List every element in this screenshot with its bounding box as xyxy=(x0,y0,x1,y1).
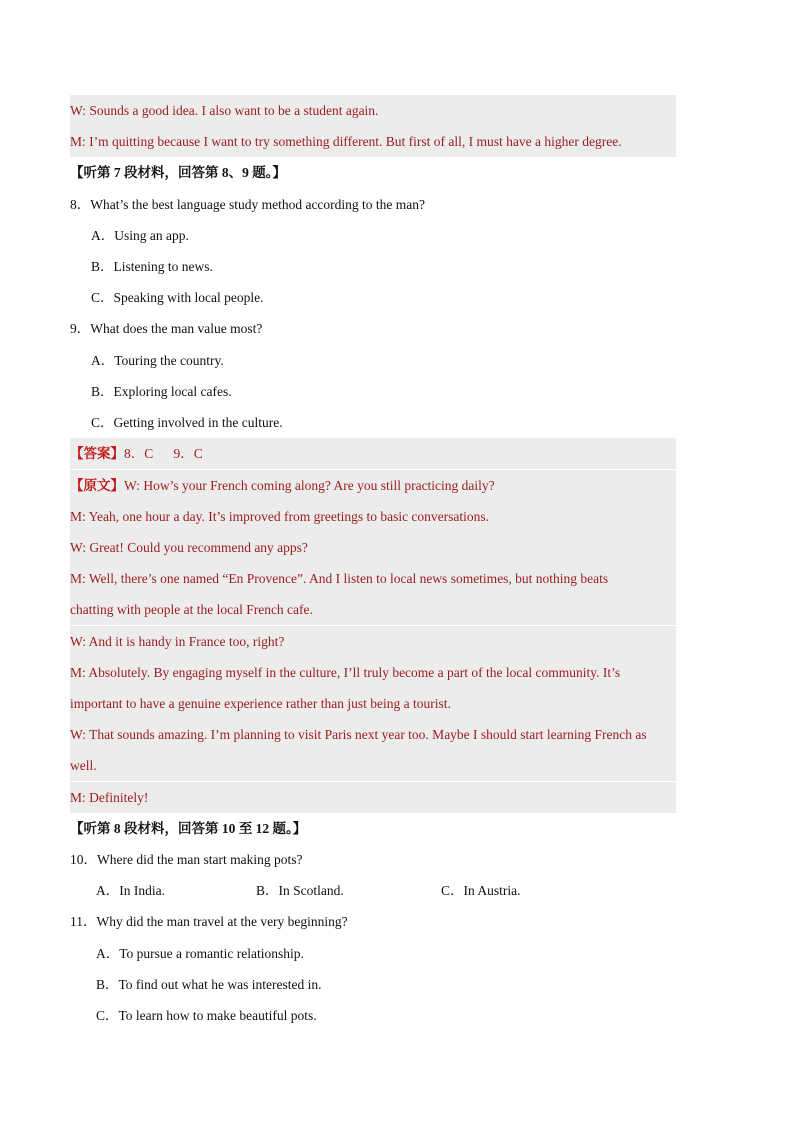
question-9-option-c: C．Getting involved in the culture. xyxy=(91,415,283,430)
script-tag: 【原文】 xyxy=(70,478,124,493)
transcript-line: W: Great! Could you recommend any apps? xyxy=(70,532,676,563)
question-8-option-a: A．Using an app. xyxy=(91,228,189,243)
transcript-line: important to have a genuine experience rather than just being a tourist. xyxy=(70,688,676,719)
transcript-line: M: Well, there’s one named “En Provence”. And I listen to local news sometimes, but nothing beats xyxy=(70,563,676,594)
transcript-line: M: Yeah, one hour a day. It’s improved from greetings to basic conversations. xyxy=(70,501,676,532)
question-8-stem: 8．What’s the best language study method according to the man? xyxy=(70,197,426,212)
question-11-option-c: C．To learn how to make beautiful pots. xyxy=(96,1008,317,1023)
answer-tag: 【答案】 xyxy=(70,446,124,461)
section-7-heading: 【听第 7 段材料，回答第 8、9 题。】 xyxy=(70,165,286,180)
question-9-option-a: A．Touring the country. xyxy=(91,353,224,368)
answer-text: 8．C 9．C xyxy=(124,446,203,461)
question-9-option-b: B．Exploring local cafes. xyxy=(91,384,232,399)
question-10-option-a: A．In India. xyxy=(96,883,165,898)
transcript-line: M: Absolutely. By engaging myself in the culture, I’ll truly become a part of the local community. It’s xyxy=(70,657,676,688)
transcript-line: W: Sounds a good idea. I also want to be a student again. xyxy=(70,95,676,126)
transcript-line: W: And it is handy in France too, right? xyxy=(70,626,676,657)
transcript-line: W: That sounds amazing. I’m planning to visit Paris next year too. Maybe I should start learning French as xyxy=(70,719,676,750)
question-8-option-b: B．Listening to news. xyxy=(91,259,213,274)
answer-line xyxy=(70,438,676,469)
question-11-option-b: B．To find out what he was interested in. xyxy=(96,977,322,992)
transcript-line: M: Definitely! xyxy=(70,782,676,813)
question-8-option-c: C．Speaking with local people. xyxy=(91,290,264,305)
section-8-heading: 【听第 8 段材料，回答第 10 至 12 题。】 xyxy=(70,821,307,836)
transcript-line: M: I’m quitting because I want to try something different. But first of all, I must have a higher degree. xyxy=(70,126,676,157)
question-10-option-c: C．In Austria. xyxy=(441,883,521,898)
question-11-stem: 11．Why did the man travel at the very beginning? xyxy=(70,914,348,929)
question-10-option-b: B．In Scotland. xyxy=(256,883,344,898)
question-10-stem: 10．Where did the man start making pots? xyxy=(70,852,303,867)
script-line xyxy=(70,470,676,501)
script-first-line: W: How’s your French coming along? Are you still practicing daily? xyxy=(124,478,495,493)
transcript-line: chatting with people at the local French cafe. xyxy=(70,594,676,625)
question-11-option-a: A．To pursue a romantic relationship. xyxy=(96,946,304,961)
question-9-stem: 9．What does the man value most? xyxy=(70,321,263,336)
transcript-line: well. xyxy=(70,750,676,781)
